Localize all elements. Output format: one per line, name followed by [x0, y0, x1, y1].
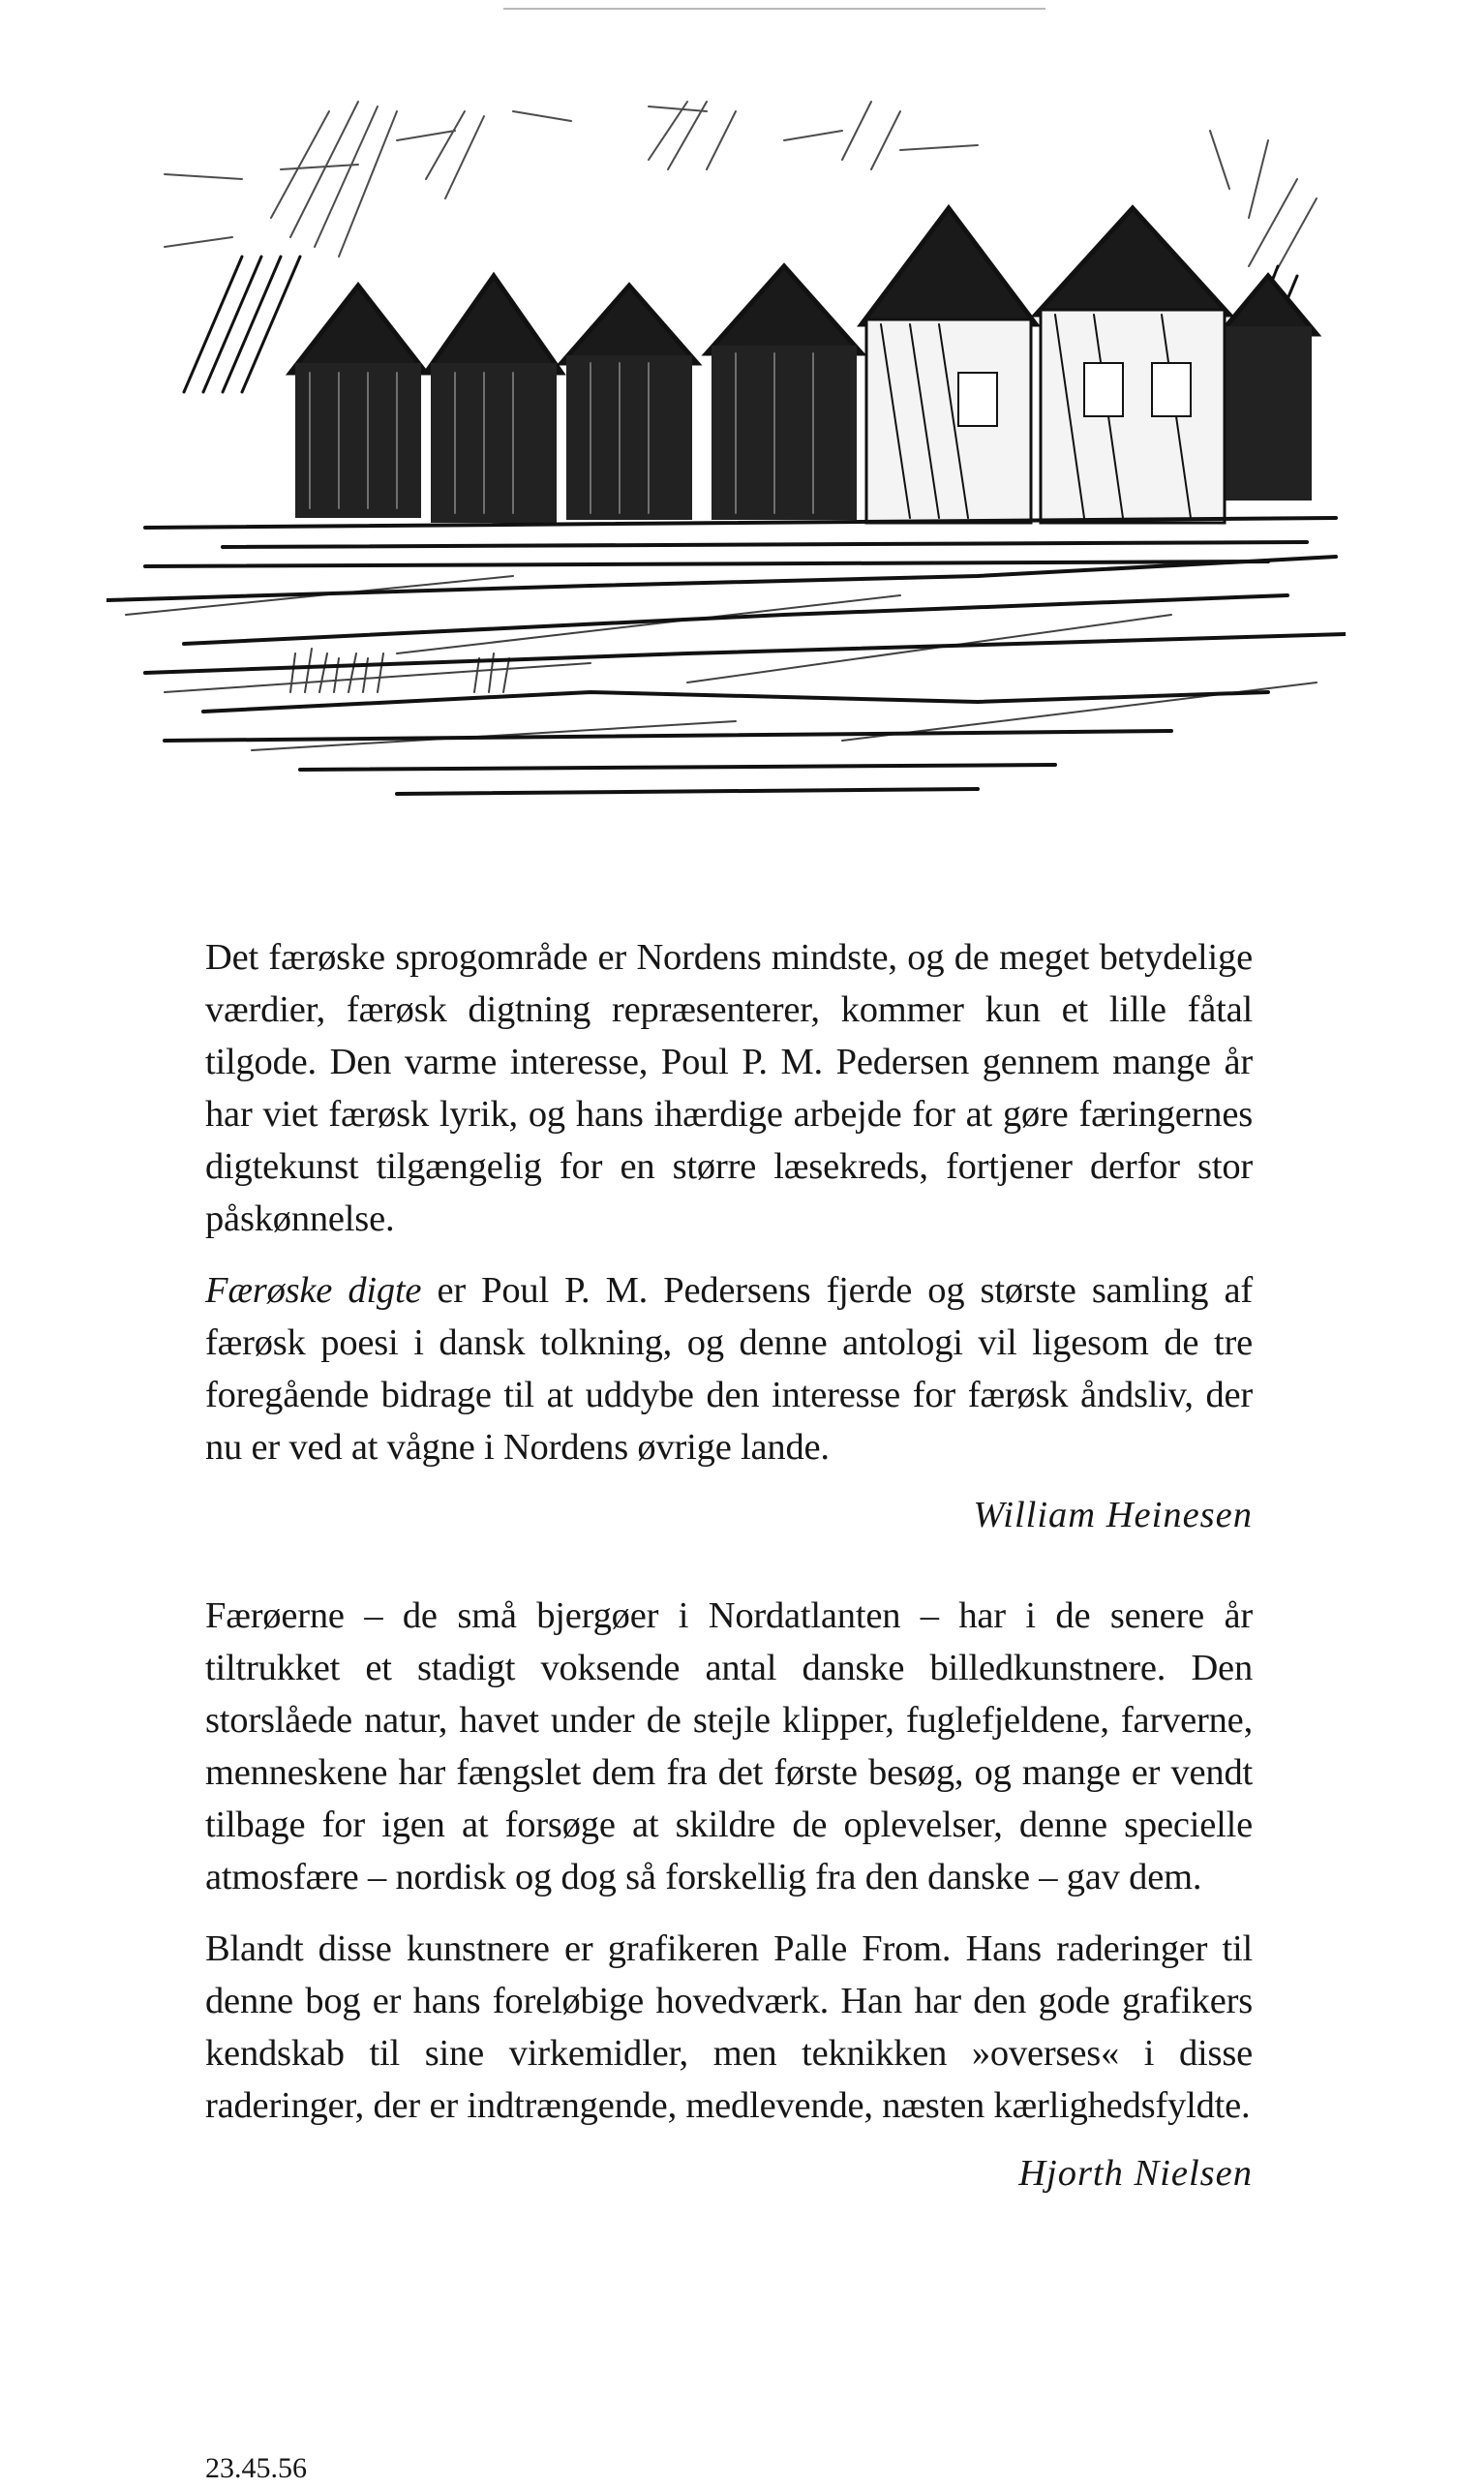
signature-nielsen: Hjorth Nielsen [1018, 2153, 1253, 2194]
page-code: 23.45.56 [205, 2452, 307, 2484]
palle-from-paragraph: Blandt disse kunstnere er grafikeren Palle From. Hans raderinger til denne bog er hans foreløbige hovedværk. Han har den gode grafikers kendskab til sine virkemidler, men teknikken »overses« i disse raderinger, der er indtrængende, medlevende, næsten kærlighedsfyldte. [205, 1928, 1253, 2126]
signature-heinesen: William Heinesen [973, 1495, 1253, 1535]
artists-paragraph: Færøerne – de små bjergøer i Nordatlanten – har i de senere år tiltrukket et stadigt voksende antal danske billedkunstnere. Den storslåede natur, havet under de stejle klipper, fuglefjeldene, farverne, menneskene har fængslet dem fra det første besøg, og mange er vendt tilbage for igen at forsøge at skildre de oplevelser, denne specielle atmosfære – nordisk og dog så forskellig fra den danske – gav dem. [205, 1595, 1253, 1897]
top-rule [503, 8, 1045, 10]
book-title: Færøske digte [205, 1270, 422, 1311]
collection-paragraph [205, 1264, 1253, 1473]
collection-paragraph-text: er Poul P. M. Pedersens fjerde og største samling af færøsk poesi i dansk tolkning, og denne antologi vil ligesom de tre foregående bidrage til at uddybe den interesse for færøsk åndsliv, der nu er ved at vågne i Nordens øvrige lande. [205, 1270, 1253, 1468]
nielsen-section [205, 1590, 1253, 2200]
intro-paragraph: Det færøske sprogområde er Nordens mindste, og de meget betydelige værdier, færøsk digtning repræsenterer, kommer kun et lille fåtal tilgode. Den varme interesse, Poul P. M. Pedersen gennem mange år har viet færøsk lyrik, og hans ihærdige arbejde for at gøre færingernes digtekunst tilgængelig for en større læsekreds, fortjener derfor stor påskønnelse. [205, 937, 1253, 1239]
heinesen-section [205, 931, 1253, 1541]
etching-houses-illustration [106, 73, 1346, 808]
